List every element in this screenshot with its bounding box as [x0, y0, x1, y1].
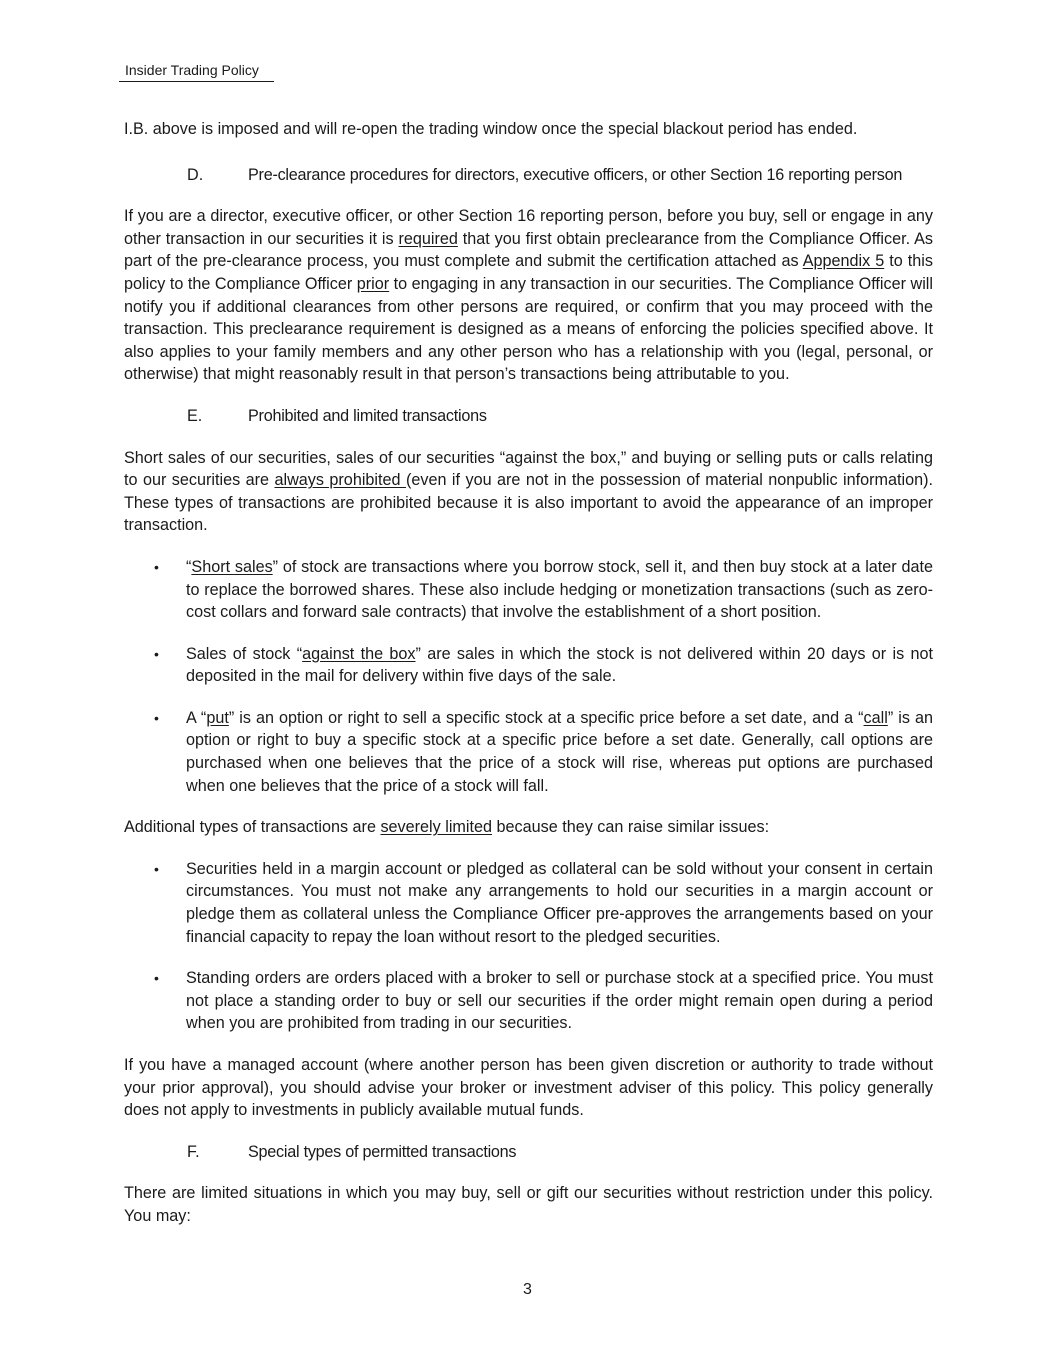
text-run: ” is an option or right to sell a specific stock at a specific price before a set date, and a “ [228, 708, 864, 727]
underlined-term-required: required [398, 229, 458, 248]
text-run: (even if you are not in the possession of material nonpublic information). These types of transactions are prohibited because it is also important to avoid the appearance of an improper transaction. [124, 471, 934, 535]
text-run: to this policy to the Compliance Officer [124, 252, 933, 293]
section-e-paragraph [124, 447, 933, 537]
text-run: ” are sales in which the stock is not delivered within 20 days or is not deposited in the mail for delivery within five days of the sale. [186, 644, 933, 686]
text-run: Standing orders are orders placed with a broker to sell or purchase stock at a specified price. You must not place a standing order to buy or sell our securities if the order might remain open during a period when you are prohibited from trading in our securities. [186, 969, 933, 1033]
section-e-heading [124, 405, 933, 428]
section-f-paragraph: There are limited situations in which you may buy, sell or gift our securities without restriction under this policy. You may: [124, 1184, 933, 1225]
bullet-icon: • [154, 860, 159, 877]
text-run: Securities held in a margin account or pledged as collateral can be sold without your consent in certain circumstances. You must not make any arrangements to hold our securities in a margin account or pledge them as collateral unless the Compliance Officer pre-approves the arrangements based on your financial capacity to repay the loan without resort to the pledged securities. [186, 859, 933, 946]
bullet-icon: • [154, 709, 159, 726]
section-f-title: Special types of permitted transactions [248, 1142, 517, 1161]
underlined-term-always-prohibited: always prohibited [274, 471, 406, 490]
text-run: because they can raise similar issues: [492, 818, 770, 837]
text-run: Short sales of our securities, sales of our securities “against the box,” and buying or selling puts or calls relating to our securities are [124, 448, 933, 490]
text-run: Additional types of transactions are [124, 818, 381, 837]
list-item [124, 643, 933, 688]
section-e-title: Prohibited and limited transactions [248, 406, 487, 425]
underlined-term-severely-limited: severely limited [380, 818, 493, 837]
section-e-letter: E. [187, 406, 203, 425]
underlined-term-against-the-box: against the box [302, 644, 416, 663]
limited-transactions-intro [124, 816, 933, 839]
limited-transactions-list [124, 858, 933, 1035]
section-d-letter: D. [187, 165, 204, 184]
bullet-icon: • [154, 645, 159, 662]
managed-account-paragraph: If you have a managed account (where another person has been given discretion or authority to trade without your prior approval), you should advise your broker or investment adviser of this policy. This policy generally does not apply to investments in publicly available mutual funds. [124, 1056, 933, 1120]
section-d-paragraph [124, 205, 933, 386]
text-run: Sales of stock “ [186, 644, 303, 663]
section-d-title: Pre-clearance procedures for directors, executive officers, or other Section 16 reporting person [248, 165, 903, 184]
text-run: ” of stock are transactions where you borrow stock, sell it, and then buy stock at a later date to replace the borrowed shares. These also include hedging or monetization transactions (such as zero-cost collars and forward sale contracts) that involve the establishment of a short position. [186, 557, 933, 622]
bullet-icon: • [154, 970, 159, 987]
intro-paragraph: I.B. above is imposed and will re-open the trading window once the special blackout period has ended. [124, 120, 858, 138]
underlined-term-prior: prior [356, 274, 390, 293]
prohibited-transactions-list [124, 556, 933, 797]
text-run: A “ [186, 708, 207, 727]
page-number: 3 [523, 1281, 532, 1298]
underlined-term-short-sales: Short sales [191, 557, 273, 576]
list-item [124, 858, 933, 948]
list-item [124, 556, 933, 624]
text-run: to engaging in any transaction in our securities. The Compliance Officer will notify you if additional clearances from other persons are required, or confirm that you may proceed with the transaction. This preclearance requirement is designed as a means of enforcing the policies specified above. It also applies to your family members and any other person who has a relationship with you (legal, personal, or otherwise) that might reasonably result in that person’s transactions being attributable to you. [124, 274, 933, 384]
bullet-icon: • [154, 558, 159, 575]
list-item [124, 707, 933, 797]
list-item [124, 967, 933, 1035]
underlined-term-appendix: Appendix 5 [802, 252, 885, 271]
underlined-term-call: call [863, 708, 888, 727]
document-body [124, 118, 933, 1228]
text-run: “ [186, 557, 192, 576]
running-header: Insider Trading Policy [119, 60, 274, 82]
section-f-letter: F. [187, 1142, 200, 1161]
section-d-heading [124, 164, 933, 187]
text-run: If you are a director, executive officer, or other Section 16 reporting person, before you buy, sell or engage in any other transaction in our securities it is [124, 207, 933, 248]
text-run: ” is an option or right to buy a specific stock at a specific price before a set date. Generally, call options are purchased when one believes that the price of a stock will rise, whereas put options are purchased when one believes that the price of a stock will fall. [186, 708, 933, 795]
section-f-heading [124, 1141, 933, 1164]
underlined-term-put: put [206, 708, 229, 727]
text-run: that you first obtain preclearance from the Compliance Officer. As part of the pre-clearance process, you must complete and submit the certification attached as [124, 229, 934, 271]
